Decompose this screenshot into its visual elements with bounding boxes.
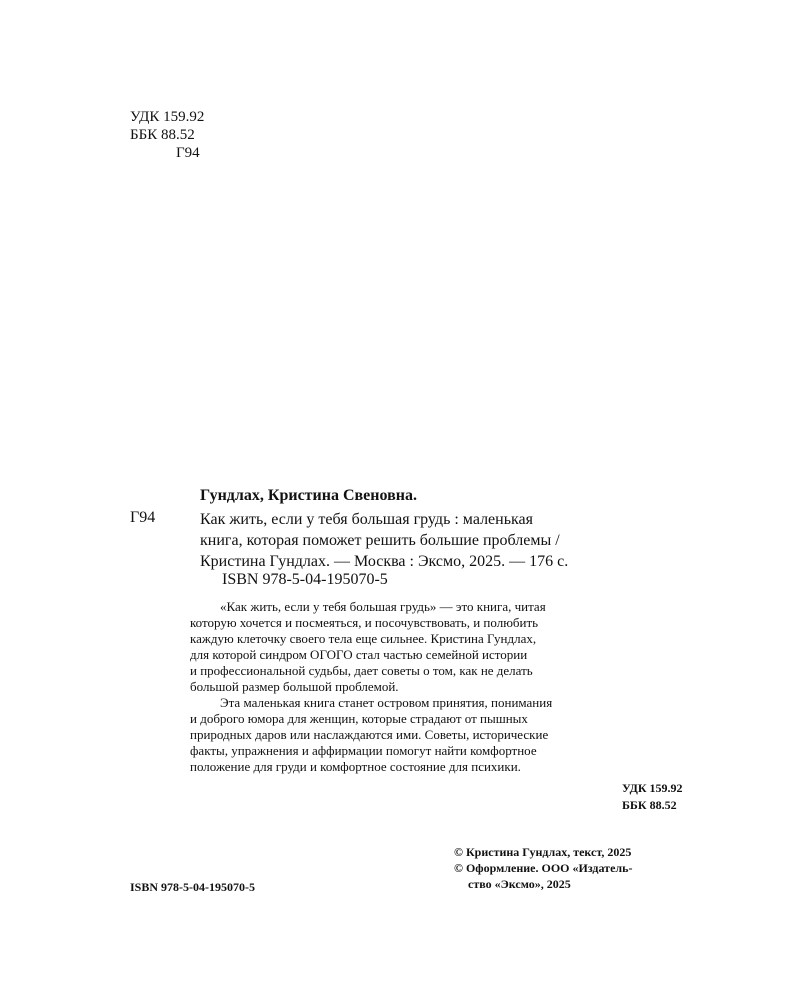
annotation-line: факты, упражнения и аффирмации помогут найти комфортное xyxy=(190,743,537,758)
annotation-paragraph-1 xyxy=(190,599,715,695)
isbn-record: ISBN 978-5-04-195070-5 xyxy=(222,571,388,588)
udk-code: УДК 159.92 xyxy=(130,109,205,125)
author-heading: Гундлах, Кристина Свеновна. xyxy=(200,487,417,504)
annotation xyxy=(190,599,715,775)
annotation-line: и доброго юмора для женщин, которые страдают от пышных xyxy=(190,711,528,726)
annotation-line: каждую клеточку своего тела еще сильнее. Кристина Гундлах, xyxy=(190,631,537,646)
copyright-text: © Кристина Гундлах, текст, 2025 xyxy=(454,845,632,859)
copyright-design-cont: ство «Эксмо», 2025 xyxy=(468,877,571,891)
annotation-line: положение для груди и комфортное состояние для психики. xyxy=(190,759,521,774)
title-line: книга, которая поможет решить большие проблемы / xyxy=(200,532,560,549)
annotation-line: и профессиональной судьбы, дает советы о том, как не делать xyxy=(190,663,533,678)
annotation-paragraph-2 xyxy=(190,695,715,775)
bibliographic-title xyxy=(200,509,568,572)
bbk-code: ББК 88.52 xyxy=(130,127,195,143)
annotation-line: Эта маленькая книга станет островом принятия, понимания xyxy=(220,695,553,710)
author-mark-side: Г94 xyxy=(130,509,156,526)
author-mark: Г94 xyxy=(176,145,200,161)
annotation-line: которую хочется и посмеяться, и посочувствовать, и полюбить xyxy=(190,615,539,630)
classification-codes-top xyxy=(130,108,204,162)
copyright-design: © Оформление. ООО «Издатель- xyxy=(454,861,633,875)
isbn-bottom: ISBN 978-5-04-195070-5 xyxy=(130,880,255,894)
title-line: Кристина Гундлах. — Москва : Эксмо, 2025. — 176 с. xyxy=(200,553,569,570)
udk-code: УДК 159.92 xyxy=(622,781,683,795)
classification-codes-bottom xyxy=(622,780,683,814)
annotation-line: природных даров или наслаждаются ими. Советы, исторические xyxy=(190,727,549,742)
annotation-line: «Как жить, если у тебя большая грудь» — это книга, читая xyxy=(220,599,546,614)
bbk-code: ББК 88.52 xyxy=(622,798,677,812)
title-line: Как жить, если у тебя большая грудь : маленькая xyxy=(200,511,533,528)
annotation-line: для которой синдром ОГОГО стал частью семейной истории xyxy=(190,647,528,662)
copyright-block xyxy=(454,844,632,892)
annotation-line: большой размер большой проблемой. xyxy=(190,679,399,694)
